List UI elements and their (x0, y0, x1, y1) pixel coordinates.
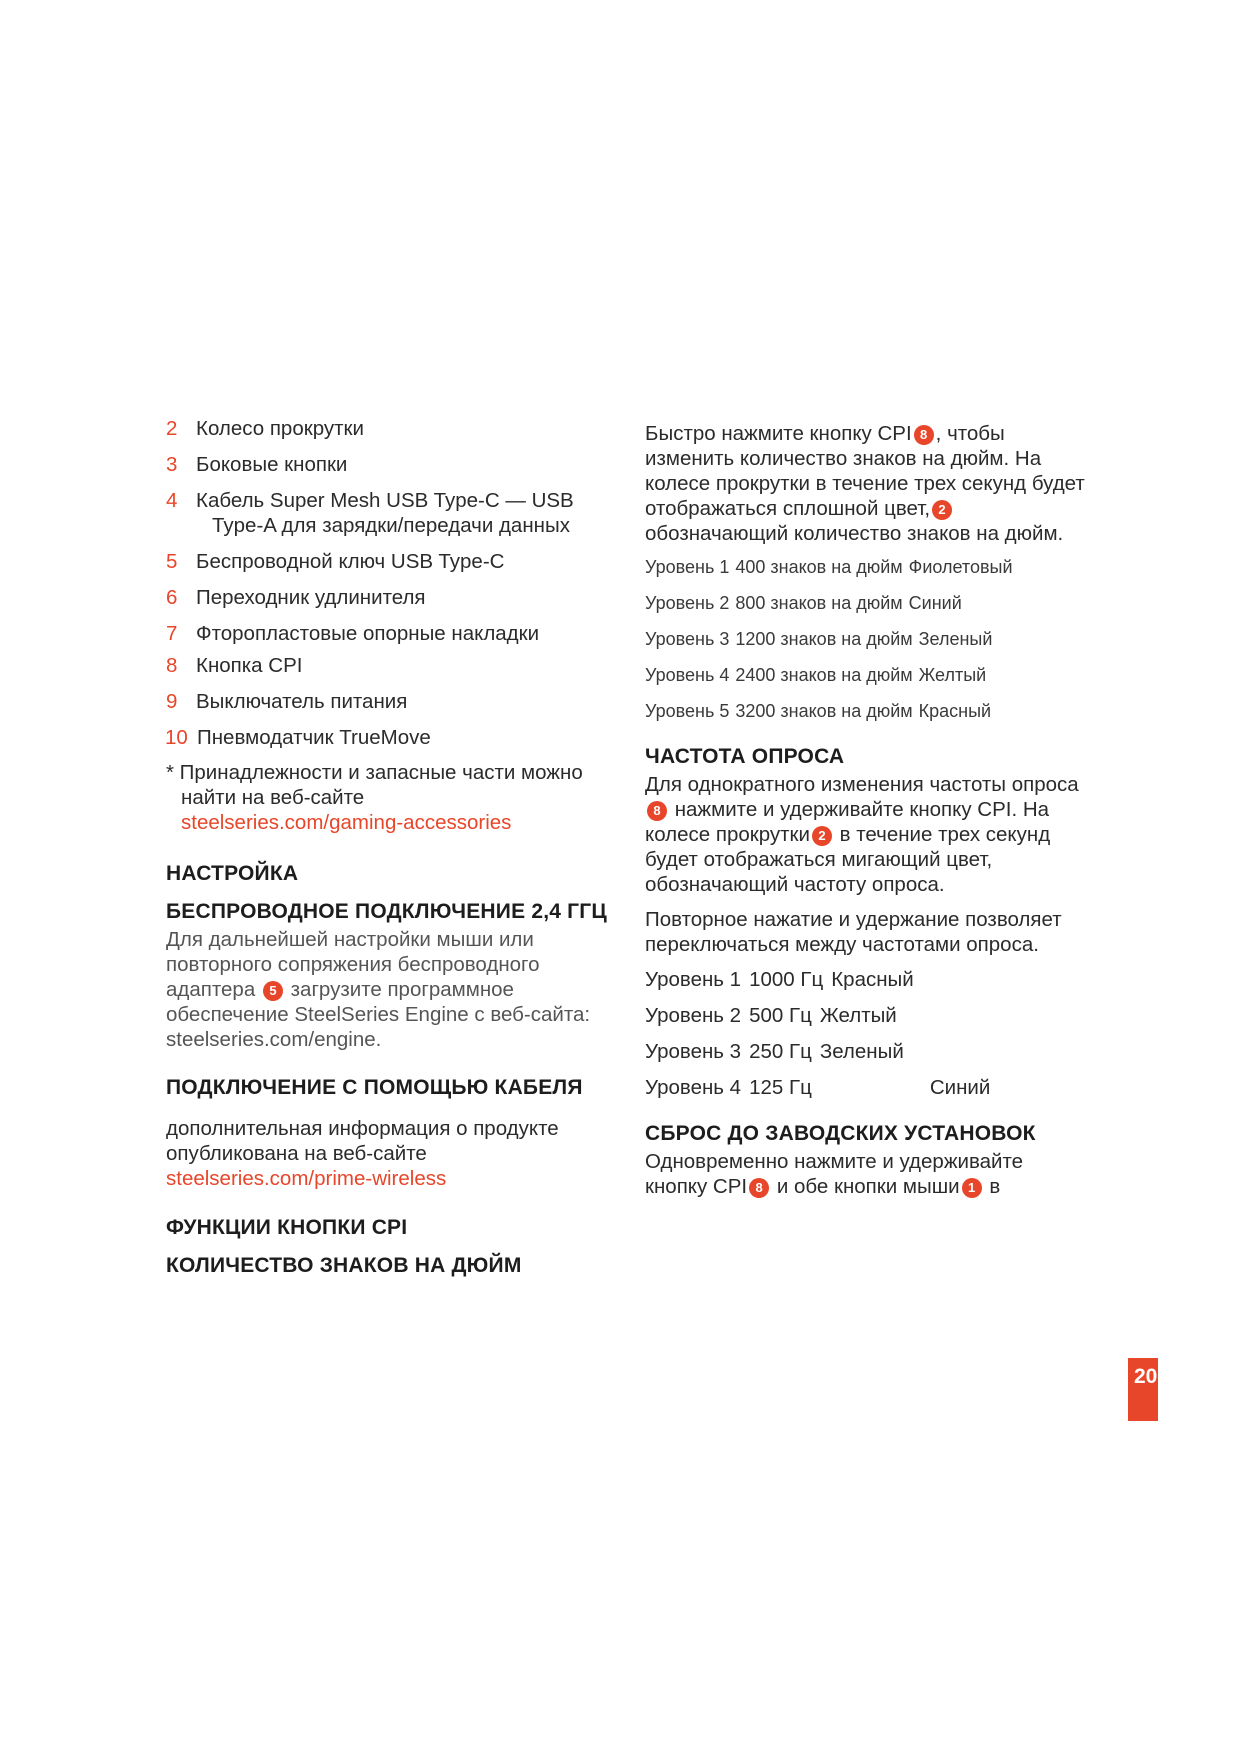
poll-level-row (645, 1003, 1085, 1028)
cpi-count-heading: КОЛИЧЕСТВО ЗНАКОВ НА ДЮЙМ (166, 1254, 522, 1277)
level-color: Фиолетовый (908, 557, 1013, 577)
item-text: Кнопка CPI (196, 654, 303, 677)
level-color: Красный (831, 968, 914, 991)
level-label: Уровень 2 (645, 1004, 742, 1027)
reset-heading: СБРОС ДО ЗАВОДСКИХ УСТАНОВОК (645, 1122, 1036, 1145)
cpi-levels (645, 556, 1085, 722)
polling-text-part: в течение трех секунд будет отображаться мигающий цвет, обозначающий частоту опроса. (645, 823, 1051, 896)
polling-levels (645, 967, 1085, 1100)
wireless-heading: БЕСПРОВОДНОЕ ПОДКЛЮЧЕНИЕ 2,4 ГГЦ (166, 900, 607, 923)
level-value: 400 знаков на дюйм (735, 557, 903, 577)
right-column (645, 421, 1085, 1199)
reset-text-part: Одновременно нажмите и удерживайте кнопку CPI (645, 1150, 1024, 1198)
level-value: 1000 Гц (749, 968, 824, 991)
level-label: Уровень 4 (645, 665, 730, 685)
cpi-level-row (645, 700, 1085, 722)
item-text: Выключатель питания (196, 690, 408, 713)
cable-text (166, 1116, 616, 1191)
callout-8-icon: 8 (914, 425, 934, 445)
level-label: Уровень 4 (645, 1076, 742, 1099)
list-item (166, 653, 616, 678)
accessories-note-text: * Принадлежности и запасные части можно найти на веб-сайте (166, 761, 583, 809)
accessories-link[interactable]: steelseries.com/gaming-accessories (181, 811, 512, 834)
cpi-intro-part: , чтобы изменить количество знаков на дюйм. На колесе прокрутки в течение трех секунд будет отображаться сплошной цвет, (645, 422, 1085, 520)
poll-level-row (645, 1039, 1085, 1064)
list-item (166, 452, 616, 477)
cpi-functions-heading: ФУНКЦИИ КНОПКИ CPI (166, 1216, 408, 1239)
item-number: 2 (166, 417, 178, 440)
item-number: 8 (166, 654, 178, 677)
cpi-intro-part: Быстро нажмите кнопку CPI (645, 422, 912, 445)
cpi-level-row (645, 664, 1085, 686)
level-label: Уровень 3 (645, 629, 730, 649)
callout-2-icon: 2 (932, 500, 952, 520)
item-number: 5 (166, 550, 178, 573)
callout-5-icon: 5 (263, 981, 283, 1001)
wireless-text (166, 927, 616, 1052)
item-number: 9 (166, 690, 178, 713)
cable-text-part: дополнительная информация о продукте опубликована на веб-сайте (166, 1117, 559, 1165)
polling-heading: ЧАСТОТА ОПРОСА (645, 745, 845, 768)
polling-repeat-text: Повторное нажатие и удержание позволяет переключаться между частотами опроса. (645, 908, 1062, 956)
list-item (166, 549, 616, 574)
item-text: Боковые кнопки (196, 453, 348, 476)
level-color: Желтый (819, 1004, 897, 1027)
level-label: Уровень 2 (645, 593, 730, 613)
list-item (165, 725, 616, 750)
setup-heading: НАСТРОЙКА (166, 862, 299, 885)
item-text: Переходник удлинителя (196, 586, 426, 609)
cable-heading: ПОДКЛЮЧЕНИЕ С ПОМОЩЬЮ КАБЕЛЯ (166, 1076, 583, 1099)
list-item (166, 621, 616, 646)
parts-list (166, 416, 616, 750)
level-color: Красный (918, 701, 992, 721)
item-number: 10 (165, 726, 188, 749)
wireless-text-part: загрузите программное обеспечение SteelSeries Engine с веб-сайта: steelseries.com/engine. (166, 978, 591, 1051)
item-text: Колесо прокрутки (196, 417, 364, 440)
polling-text (645, 772, 1085, 897)
cpi-intro-part: обозначающий количество знаков на дюйм. (645, 522, 1064, 545)
poll-level-row (645, 967, 1085, 992)
level-color: Синий (929, 1076, 991, 1099)
item-text: Фторопластовые опорные накладки (196, 622, 540, 645)
callout-8-icon: 8 (647, 801, 667, 821)
page-number: 20 (1134, 1365, 1158, 1388)
polling-text-part: нажмите и удерживайте кнопку CPI. На колесе прокрутки (645, 798, 1050, 846)
level-value: 250 Гц (749, 1040, 812, 1063)
list-item (166, 488, 616, 538)
level-value: 125 Гц (749, 1076, 812, 1099)
level-color: Зеленый (918, 629, 993, 649)
item-text: Пневмодатчик TrueMove (197, 726, 431, 749)
item-text: Кабель Super Mesh USB Type-C — USB Type-A для зарядки/передачи данных (196, 489, 574, 537)
left-column (166, 416, 616, 1279)
callout-8-icon: 8 (749, 1178, 769, 1198)
callout-1-icon: 1 (962, 1178, 982, 1198)
cpi-intro (645, 421, 1085, 546)
list-item (166, 689, 616, 714)
item-number: 4 (166, 489, 178, 512)
prime-wireless-link[interactable]: steelseries.com/prime-wireless (166, 1167, 447, 1190)
reset-text (645, 1149, 1085, 1199)
item-number: 7 (166, 622, 178, 645)
level-label: Уровень 1 (645, 557, 730, 577)
reset-text-part: и обе кнопки мыши (776, 1175, 960, 1198)
level-color: Синий (908, 593, 962, 613)
list-item (166, 416, 616, 441)
level-label: Уровень 1 (645, 968, 742, 991)
level-value: 1200 знаков на дюйм (735, 629, 913, 649)
level-label: Уровень 5 (645, 701, 730, 721)
item-number: 3 (166, 453, 178, 476)
page-number-tab (1128, 1358, 1158, 1421)
level-color: Желтый (918, 665, 987, 685)
cpi-level-row (645, 628, 1085, 650)
cpi-level-row (645, 556, 1085, 578)
reset-text-part: в (989, 1175, 1001, 1198)
accessories-note (166, 760, 616, 835)
level-color: Зеленый (819, 1040, 904, 1063)
item-text: Беспроводной ключ USB Type-C (196, 550, 505, 573)
level-value: 2400 знаков на дюйм (735, 665, 913, 685)
item-number: 6 (166, 586, 178, 609)
polling-text-part: Для однократного изменения частоты опроса (645, 773, 1079, 796)
level-value: 800 знаков на дюйм (735, 593, 903, 613)
wireless-text-part: Для дальнейшей настройки мыши или повторного сопряжения беспроводного адаптера (166, 928, 540, 1001)
callout-2-icon: 2 (812, 826, 832, 846)
level-label: Уровень 3 (645, 1040, 742, 1063)
list-item (166, 585, 616, 610)
level-value: 3200 знаков на дюйм (735, 701, 913, 721)
poll-level-row (645, 1075, 1085, 1100)
level-value: 500 Гц (749, 1004, 812, 1027)
cpi-level-row (645, 592, 1085, 614)
